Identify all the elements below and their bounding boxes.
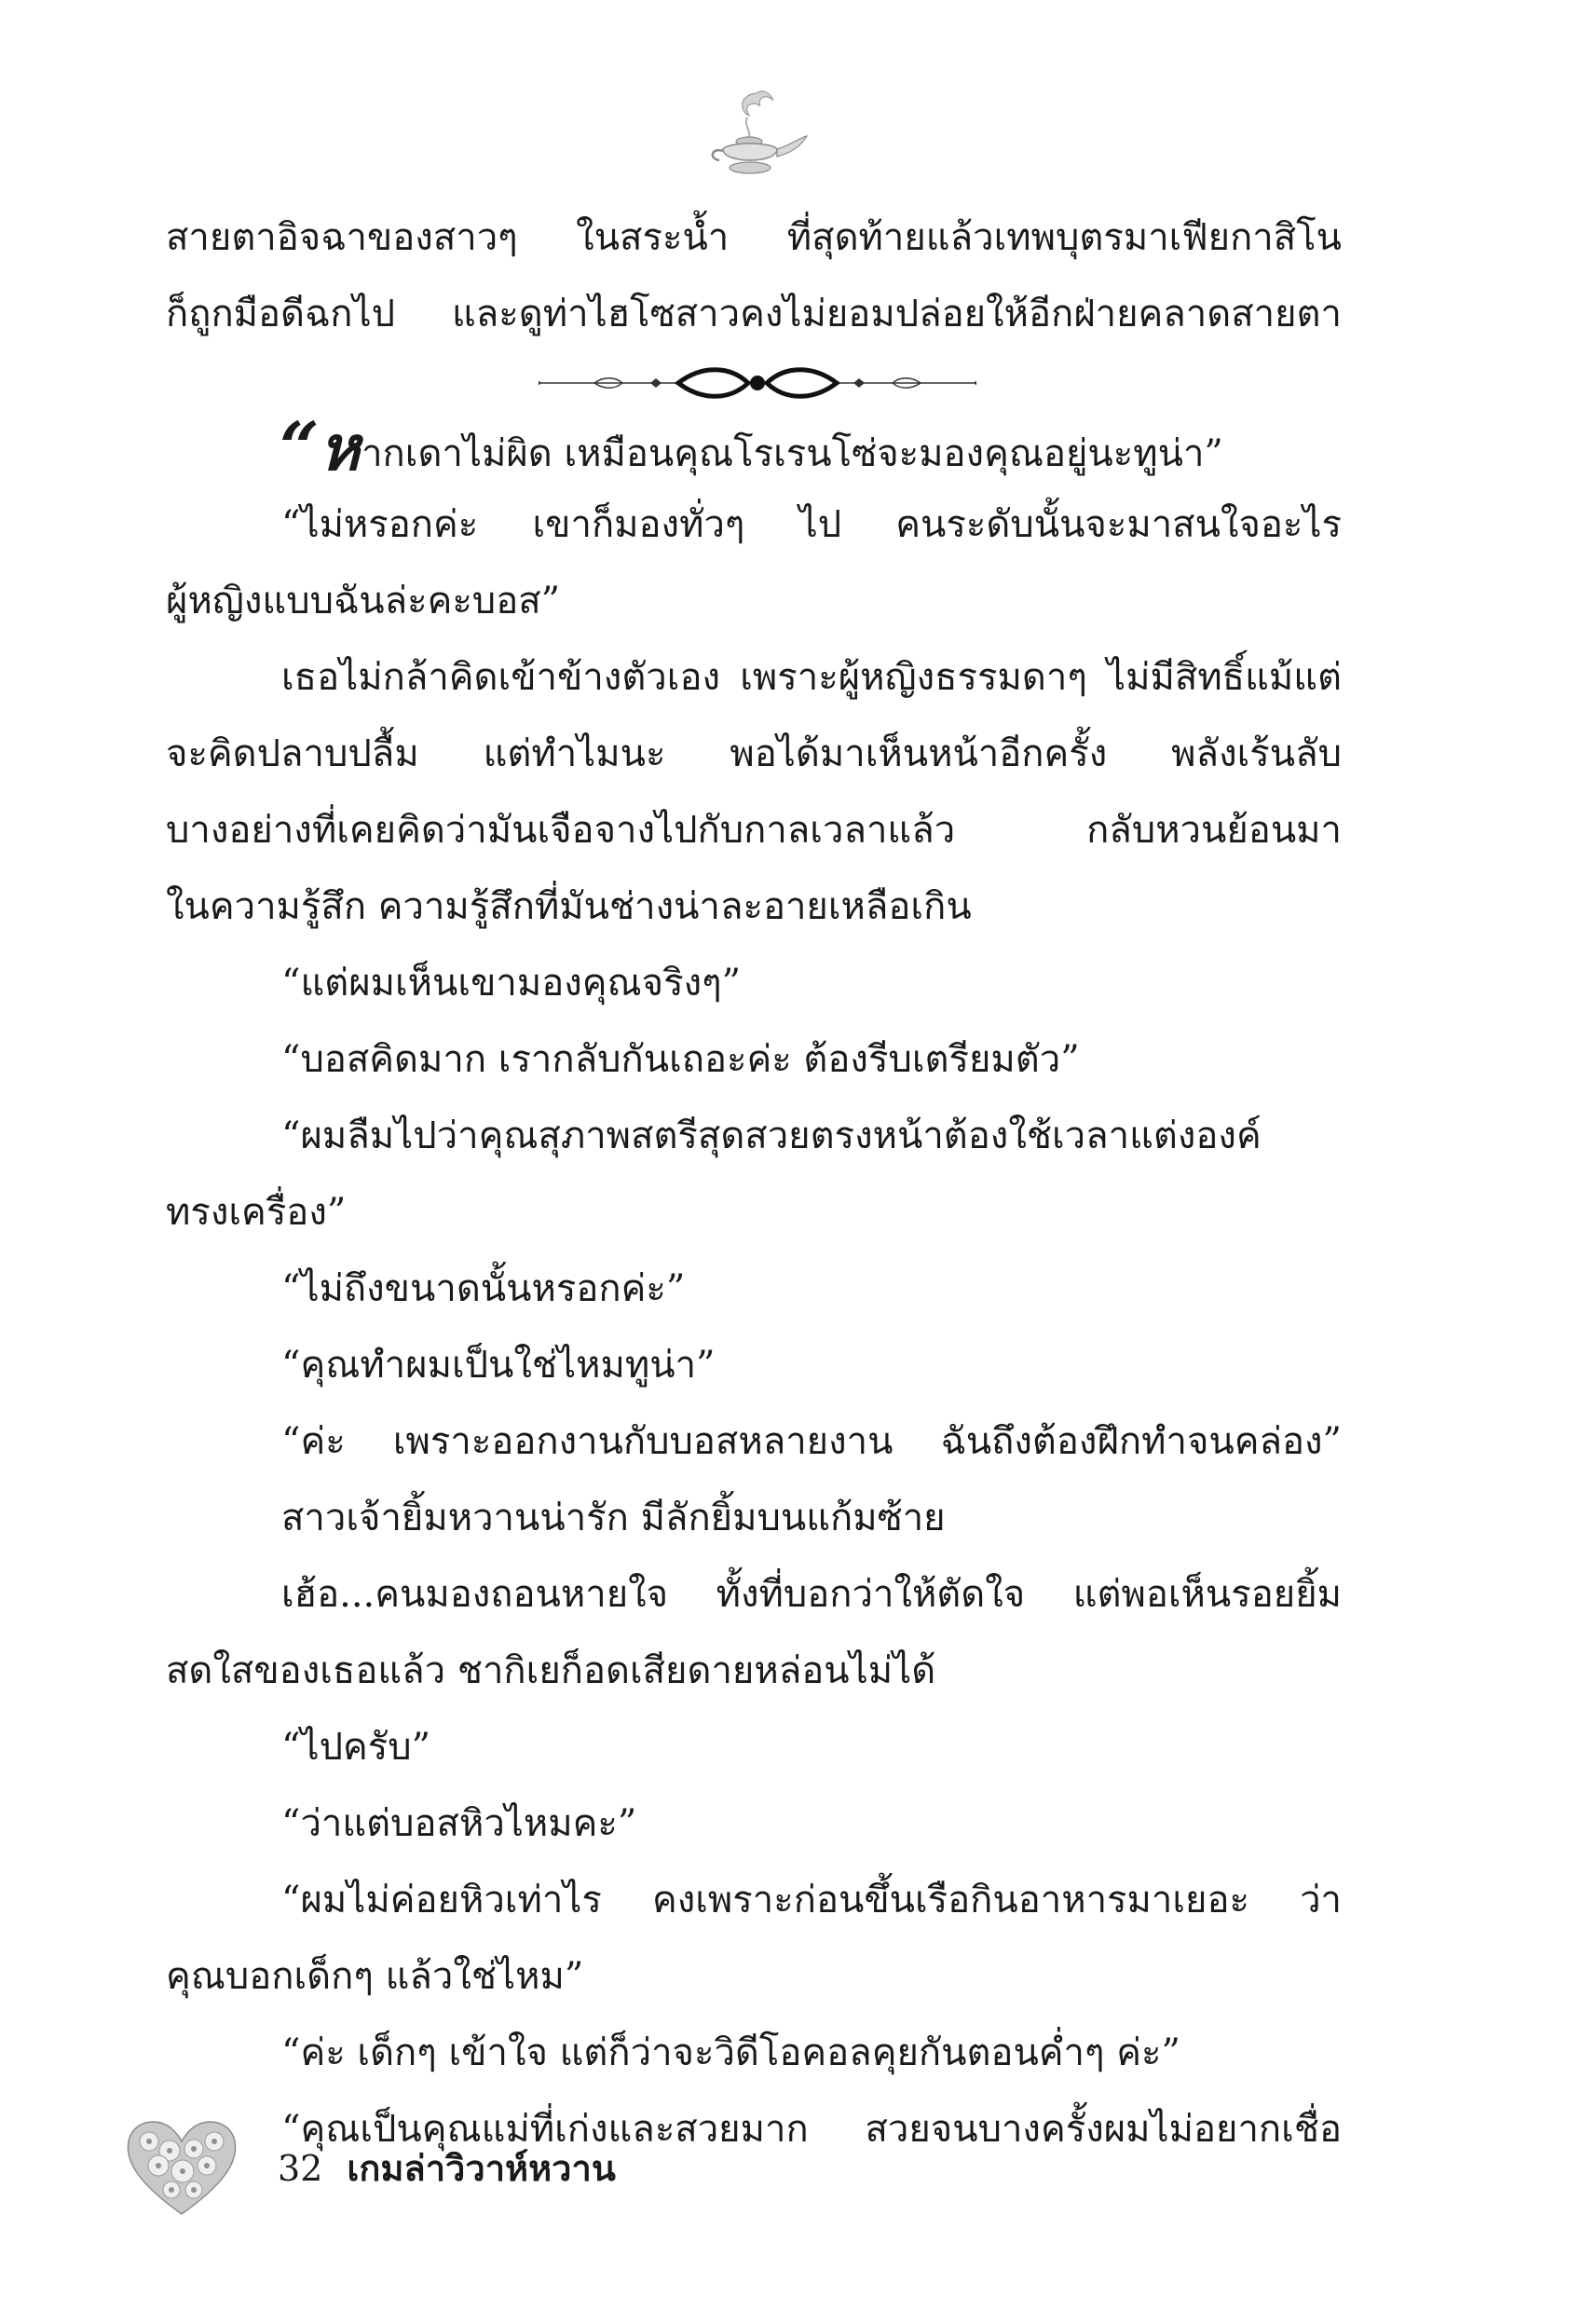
text-line: บางอย่างที่เคยคิดว่ามันเจือจางไปกับกาลเวลาแล้ว กลับหวนย้อนมา — [166, 809, 1342, 852]
body-text — [166, 486, 1342, 2167]
dropcap-quote: “ — [280, 408, 320, 488]
floral-heart-icon — [121, 2110, 242, 2222]
text-line: “บอสคิดมาก เรากลับกันเถอะค่ะ ต้องรีบเตรียมตัว” — [281, 1038, 1080, 1081]
text-line: ทรงเครื่อง” — [166, 1191, 347, 1234]
text-line: “คุณเป็นคุณแม่ที่เก่งและสวยมาก สวยจนบางครั้งผมไม่อยากเชื่อ — [281, 2108, 1342, 2151]
text-line: “ไปครับ” — [281, 1726, 431, 1769]
text-line: สดใสของเธอแล้ว ชากิเยก็อดเสียดายหล่อนไม่ได้ — [166, 1649, 936, 1692]
text-line: เฮ้อ...คนมองถอนหายใจ ทั้งที่บอกว่าให้ตัดใจ แต่พอเห็นรอยยิ้ม — [281, 1573, 1342, 1616]
scene-divider-ornament — [539, 360, 976, 406]
text-line: คุณบอกเด็กๆ แล้วใช่ไหม” — [166, 1955, 584, 1998]
text-line: “แต่ผมเห็นเขามองคุณจริงๆ” — [281, 962, 742, 1005]
text-line: “ค่ะ เด็กๆ เข้าใจ แต่ก็ว่าจะวิดีโอคอลคุยกันตอนค่ำๆ ค่ะ” — [281, 2031, 1180, 2074]
text-line: ในความรู้สึก ความรู้สึกที่มันช่างน่าละอายเหลือเกิน — [166, 885, 972, 928]
text-line: “ไม่ถึงขนาดนั้นหรอกค่ะ” — [281, 1267, 686, 1310]
dropcap-letter: ห — [319, 413, 361, 485]
text-line: “ว่าแต่บอสหิวไหมคะ” — [281, 1802, 637, 1845]
dropcap-line — [280, 410, 1223, 486]
text-line: “ผมลืมไปว่าคุณสุภาพสตรีสุดสวยตรงหน้าต้องใช้เวลาแต่งองค์ — [281, 1114, 1262, 1157]
text-line: เธอไม่กล้าคิดเข้าข้างตัวเอง เพราะผู้หญิงธรรมดาๆ ไม่มีสิทธิ์แม้แต่ — [281, 656, 1342, 699]
footer-text — [278, 2140, 616, 2196]
text-line: “คุณทำผมเป็นใช่ไหมทูน่า” — [281, 1344, 716, 1387]
text-line: สายตาอิจฉาของสาวๆ ในสระน้ำ ที่สุดท้ายแล้วเทพบุตรมาเฟียกาสิโน — [166, 216, 1342, 259]
text-line: “ไม่หรอกค่ะ เขาก็มองทั่วๆ ไป คนระดับนั้นจะมาสนใจอะไร — [281, 503, 1342, 546]
text-line: “ค่ะ เพราะออกงานกับบอสหลายงาน ฉันถึงต้องฝึกทำจนคล่อง” — [281, 1420, 1342, 1463]
page-footer — [121, 2110, 773, 2222]
text-line: สาวเจ้ายิ้มหวานน่ารัก มีลักยิ้มบนแก้มซ้าย — [281, 1497, 946, 1539]
magic-lamp-icon — [691, 84, 812, 186]
text-line: “ผมไม่ค่อยหิวเท่าไร คงเพราะก่อนขึ้นเรือกินอาหารมาเยอะ ว่า — [281, 1879, 1342, 1921]
book-title: เกมล่าวิวาห์หวาน — [347, 2148, 616, 2189]
text-line: จะคิดปลาบปลื้ม แต่ทำไมนะ พอได้มาเห็นหน้าอีกครั้ง พลังเร้นลับ — [166, 732, 1342, 775]
text-line: ผู้หญิงแบบฉันล่ะคะบอส” — [166, 580, 561, 622]
page-number: 32 — [278, 2148, 323, 2189]
opening-lines — [166, 199, 1342, 352]
text-line: ก็ถูกมือดีฉกไป และดูท่าไฮโซสาวคงไม่ยอมปล่อยให้อีกฝ่ายคลาดสายตา — [166, 293, 1342, 335]
dropcap-rest: ากเดาไม่ผิด เหมือนคุณโรเรนโซ่จะมองคุณอยู่นะทูน่า” — [361, 432, 1223, 475]
